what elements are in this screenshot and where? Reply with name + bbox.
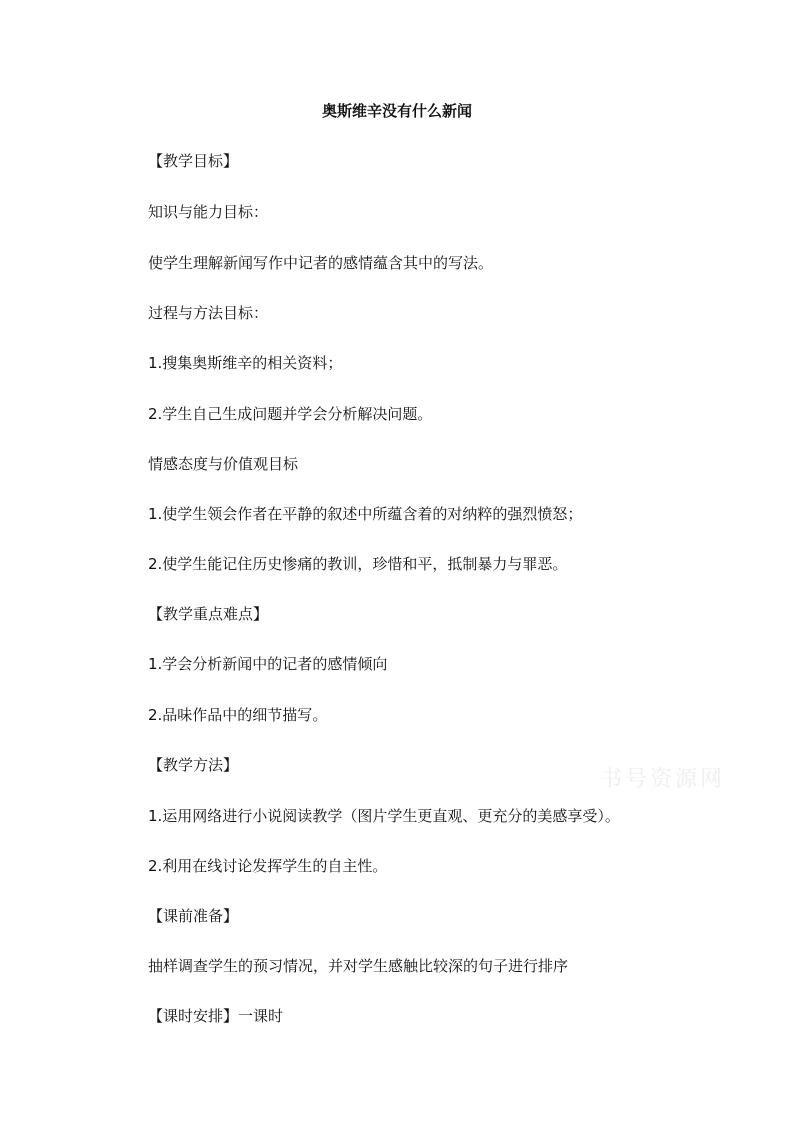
subheading-knowledge-ability: 知识与能力目标： <box>148 203 269 221</box>
list-item: 1.学会分析新闻中的记者的感情倾向 <box>148 655 388 673</box>
list-item: 2.使学生能记住历史惨痛的教训，珍惜和平，抵制暴力与罪恶。 <box>148 555 568 573</box>
watermark: 书号资源网 <box>600 767 726 792</box>
section-heading-teaching-goals: 【教学目标】 <box>148 152 239 170</box>
list-item: 1.使学生领会作者在平静的叙述中所蕴含着的对纳粹的强烈愤怒； <box>148 505 583 523</box>
subheading-process-method: 过程与方法目标： <box>148 304 269 322</box>
list-item: 2.利用在线讨论发挥学生的自主性。 <box>148 857 388 875</box>
list-item: 1.搜集奥斯维辛的相关资料； <box>148 354 343 372</box>
list-item: 1.运用网络进行小说阅读教学（图片学生更直观、更充分的美感享受）。 <box>148 807 620 825</box>
paragraph: 使学生理解新闻写作中记者的感情蕴含其中的写法。 <box>148 254 494 272</box>
document-title: 奥斯维辛没有什么新闻 <box>321 102 472 120</box>
section-heading-schedule: 【课时安排】一课时 <box>148 1007 284 1025</box>
section-heading-preparation: 【课前准备】 <box>148 907 239 925</box>
list-item: 2.学生自己生成问题并学会分析解决问题。 <box>148 405 433 423</box>
subheading-emotion-values: 情感态度与价值观目标 <box>148 455 299 473</box>
paragraph: 抽样调查学生的预习情况，并对学生感触比较深的句子进行排序 <box>148 957 569 975</box>
section-heading-key-points: 【教学重点难点】 <box>148 605 269 623</box>
section-heading-teaching-methods: 【教学方法】 <box>148 756 239 774</box>
list-item: 2.品味作品中的细节描写。 <box>148 706 328 724</box>
